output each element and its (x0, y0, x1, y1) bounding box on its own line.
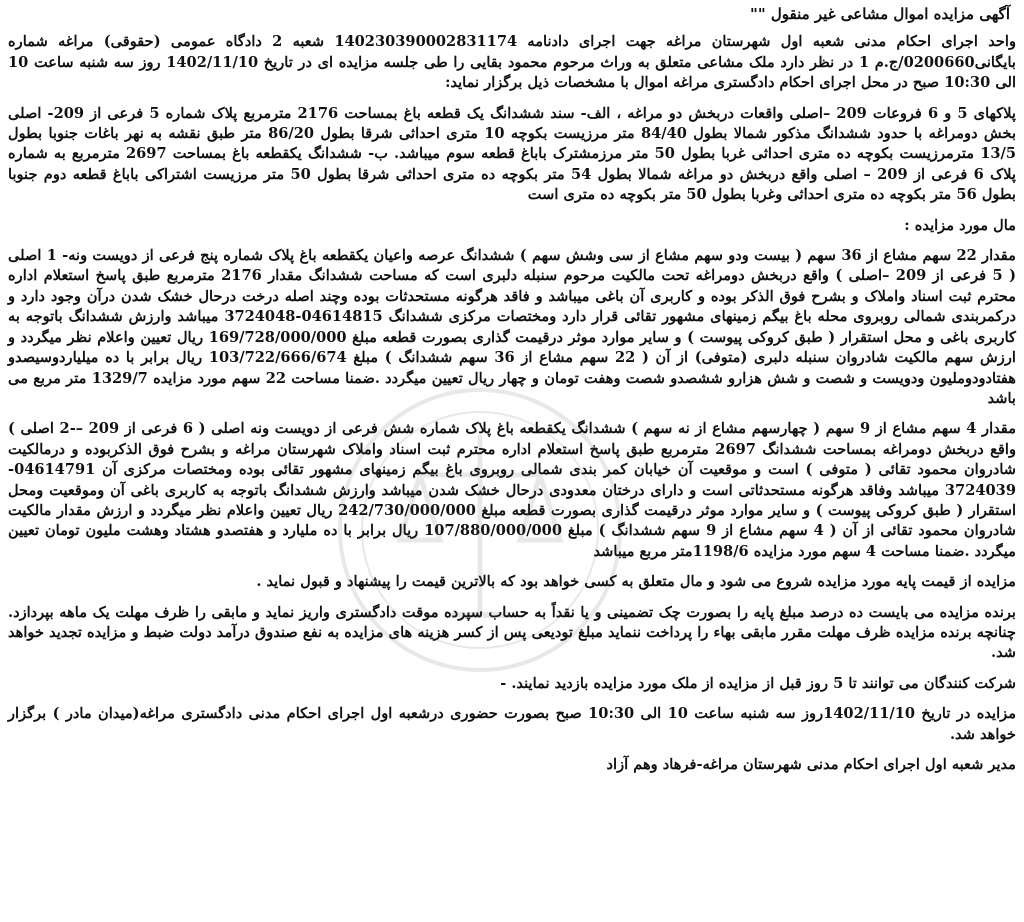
plots-description-paragraph: پلاکهای 5 و 6 فروعات 209 –اصلی واقعات دربخش دو مراغه ، الف- سند ششدانگ یک قطعه باغ بمساحت 2176 مترمربع پلاک شماره 5 فرعی از 209- اصلی بخش دومراغه با حدود ششدانگ مذکور شمالا بطول 84/40 متر مرزیست بکوچه 10 متری احداثی شرقا بطول 86/20 متر طبق نقشه به نهر باغات جنوبا بطول 13/5 مترمرزیست بکوچه ده متری احداثی غربا بطول 50 متر مرزمشترک باباغ قطعه سوم میباشد. ب- ششدانگ یکقطعه باغ بمساحت 2697 مترمربع به شماره پلاک 6 فرعی از 209 – اصلی واقع دربخش دو مراغه شمالا بطول 54 متر بکوچه ده متری احداثی شرقا بطول 50 متر مرزیست اشتراکی باباغ قطعه دوم جنوبا بطول 56 متر بکوچه ده متری احداثی وغربا بطول 50 متر بکوچه ده متری است (8, 104, 1017, 204)
condition-payment: برنده مزایده می بایست ده درصد مبلغ پایه را بصورت چک تضمینی و یا نقداً به حساب سپرده موقت دادگستری واریز نماید و مابقی را ظرف مهلت یک ماهه بپردازد. چنانچه برنده مزایده ظرف مهلت مقرر مابقی بهاء را پرداخت ننماید مبلغ تودیعی پس از کسر هزینه های مزایده به نفع صندوق درآمد دولت ضبط و مزایده تجدید خواهد شد. (8, 603, 1016, 662)
intro-paragraph: واحد اجرای احکام مدنی شعبه اول شهرستان مراغه جهت اجرای دادنامه 140230390002831174 شعبه 2 دادگاه عمومی (حقوقی) مراغه شماره بایگانی0200660/ج.م 1 در نظر دارد ملک مشاعی متعلق به وراث مرحوم محمود بقایی را طی جلسه مزایده ای در تاریخ 1402/11/10 روز سه شنبه ساعت 10 الی 10:30 صبح در محل اجرای احکام دادگستری مراغه اموال با مشخصات ذیل برگزار نماید: (8, 33, 1016, 92)
condition-starting-price: مزایده از قیمت پایه مورد مزایده شروع می شود و مال متعلق به کسی خواهد بود که بالاترین قیمت را پیشنهاد و قبول نماید . (256, 573, 1016, 591)
auction-notice (8, 4, 1016, 918)
signature-line: مدیر شعبه اول اجرای احکام مدنی شهرستان مراغه-فرهاد وهم آزاد (606, 756, 1016, 773)
condition-date-place: مزایده در تاریخ 1402/11/10روز سه شنبه ساعت 10 الی 10:30 صبح بصورت حضوری درشعبه اول اجرای احکام مدنی دادگستری مراغه(میدان مادر ) برگزار خواهد شد. (8, 705, 1017, 743)
auction-item-1: مقدار 22 سهم مشاع از 36 سهم ( بیست ودو سهم مشاع از سی وشش سهم ) ششدانگ عرصه واعیان یکقطعه باغ پلاک شماره پنج فرعی از دویست ونه- 1 اصلی ( 5 فرعی از 209 –اصلی ) واقع دربخش دومراغه تحت مالکیت مرحوم سنبله دلبری است که مساحت ششدانگ مقدار 2176 مترمربع طبق پاسخ استعلام اداره محترم ثبت اسناد واملاک و بشرح فوق الذکر بوده و کاربری آن باغی میباشد و فاقد هرگونه مستحدثات بوده وچند اصله درخت درحال خشک شدن درآن وجود دارد و درکمربندی شمالی روبروی محله باغ بیگم زمینهای مشهور تقائی قرار دارد ومختصات مرکزی ششدانگ 04614815-3724048 میباشد وارزش ششدانگ باتوجه به کاربری باغی و محل استقرار ( طبق کروکی پیوست ) و سایر موارد موثر درقیمت گذاری بصورت قطعه مبلغ 169/728/000/000 ریال تعیین واعلام نظر میگردد و ارزش سهم مالکیت شادروان سنبله دلبری (متوفی) از آن ( 22 سهم مشاع از 36 سهم ششدانگ ) مبلغ 103/722/666/674 ریال برابر با ده میلیاردوسیصدو هفتادودوملیون ودویست و شصت و شش هزارو ششصدو شصت وهفت تومان و چهار ریال تعیین میگردد .ضمنا مساحت 22 سهم مورد مزایده 1329/7 متر مربع می باشد (8, 247, 1016, 407)
auction-item-2: مقدار 4 سهم مشاع از 9 سهم ( چهارسهم مشاع از نه سهم ) ششدانگ یکقطعه باغ پلاک شماره شش فرعی از دویست ونه اصلی ( 6 فرعی از 209 –-2 اصلی ) واقع دربخش دومراغه بمساحت ششدانگ 2697 مترمربع طبق پاسخ استعلام اداره محترم ثبت اسناد واملاک شهرستان مراغه و بشرح فوق الذکربوده و درمالکیت شادروان محمود تقائی ( متوفی ) است و موقعیت آن خیابان کمر بندی شمالی روبروی باغ بیگم زمینهای مشهور تقائی بوده ومختصات مرکزی آن 04614791-3724039 میباشد وفاقد هرگونه مستحدثاتی است و دارای درختان معدودی درحال خشک شدن میباشد وارزش ششدانگ باتوجه به کاربری باغی آن وموقعیت ومحل استقرار ( طبق کروکی پیوست ) و سایر موارد موثر درقیمت گذاری بصورت قطعه مبلغ 242/730/000/000 ریال تعیین واعلام نظر میگردد و ارزش مقدار مالکیت شادروان محمود تقائی از آن ( 4 سهم مشاع از 9 سهم ششدانگ ) مبلغ 107/880/000/000 ریال برابر با ده ملیارد و هفتصدو هشتاد وهشت ملیون تومان تعیین میگردد .ضمنا مساحت 4 سهم مورد مزایده 1198/6متر مربع میباشد (8, 420, 1017, 560)
condition-visit: شرکت کنندگان می توانند تا 5 روز قبل از مزایده از ملک مورد مزایده بازدید نمایند. - (500, 674, 1016, 692)
notice-title: آگهی مزایده اموال مشاعی غیر منقول "" (750, 5, 1010, 23)
subject-heading: مال مورد مزایده : (904, 216, 1016, 234)
